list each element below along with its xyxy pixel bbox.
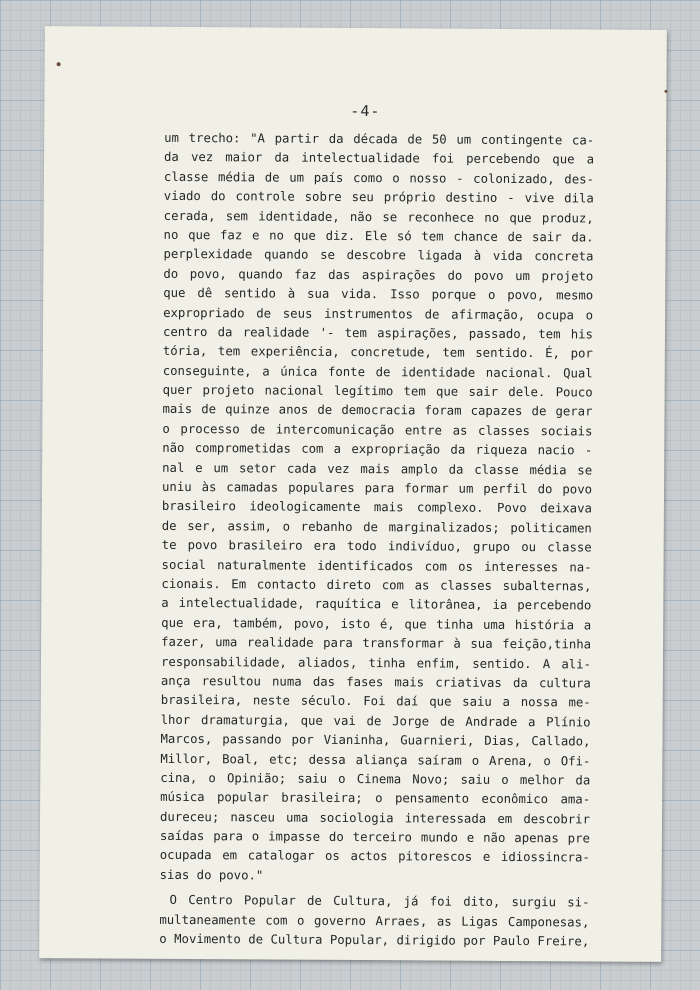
text-line: expropriado de seus instrumentos de afirmação, ocupa o	[163, 305, 594, 322]
text-line: responsabilidade, aliados, tinha enfim, sentido. A ali-	[160, 654, 592, 672]
text-line: o Movimento de Cultura Popular, dirigido por Paulo Freire,	[159, 931, 590, 949]
text-line: sias do povo."	[159, 867, 264, 883]
text-line: Marcos, passando por Vianinha, Guarnieri, Dias, Callado,	[160, 731, 591, 749]
page-number: -4-	[350, 101, 381, 121]
text-line: centro da realidade '- tem aspirações, passado, tem his	[162, 324, 594, 342]
text-line: não comprometidas com a expropriação da riqueza nacio -	[162, 441, 593, 458]
text-line: perplexidade quando se descobre ligada à vida concreta	[163, 247, 594, 264]
ink-spot	[57, 62, 61, 66]
text-line: quer projeto nacional legítimo tem que sair dele. Pouco	[162, 382, 593, 400]
text-line: classe média de um país como o nosso - colonizado, des-	[163, 169, 594, 187]
text-line: no que faz e no que diz. Ele só tem chance de sair da.	[163, 227, 594, 245]
text-line: brasileira, neste século. Foi daí que saiu a nossa me-	[160, 693, 591, 710]
text-line: social naturalmente identificados com os interesses na-	[161, 557, 592, 575]
text-line: cina, o Opinião; saiu o Cinema Novo; saiu o melhor da	[160, 770, 591, 788]
text-line: um trecho: "A partir da década de 50 um contingente ca-	[164, 130, 595, 148]
text-line: dureceu; nasceu uma sociologia interessada em descobrir	[159, 809, 591, 827]
text-line: brasileiro ideologicamente mais complexo. Povo deixava	[161, 499, 592, 516]
text-line: uniu às camadas populares para formar um perfil do povo	[161, 479, 593, 497]
text-line: ocupada em catalogar os actos pitorescos e idiossincra-	[159, 848, 590, 865]
text-line: cerada, sem identidade, não se reconhece no que produz,	[163, 208, 594, 226]
text-line: que dê sentido à sua vida. Isso porque o povo, mesmo	[163, 285, 594, 303]
text-line: lhor dramaturgia, que vai de Jorge de Andrade a Plínio	[160, 712, 591, 730]
text-line: te povo brasileiro era todo indivíduo, grupo ou classe	[161, 538, 592, 555]
text-line: a intelectualidade, raquítica e litorânea, ia percebendo	[161, 596, 592, 613]
text-line: nal e um setor cada vez mais amplo da classe média se	[162, 460, 593, 478]
text-line: Millor, Boal, etc; dessa aliança saíram o Arena, o Ofi-	[160, 751, 591, 768]
text-line: saídas para o impasse do terceiro mundo e não apenas pre	[159, 828, 590, 846]
text-line: música popular brasileira; o pensamento econômico ama-	[160, 790, 591, 807]
text-line: que era, também, povo, isto é, que tinha uma história a	[161, 615, 592, 633]
text-line: tória, tem experiência, concretude, tem sentido. É, por	[162, 344, 593, 361]
text-line: o processo de intercomunicação entre as classes sociais	[162, 421, 593, 439]
text-line: do povo, quando faz das aspirações do povo um projeto	[163, 266, 594, 284]
text-line: cionais. Em contacto direto com as classes subalternas,	[161, 576, 592, 594]
text-line: de ser, assim, o rebanho de marginalizados; politicamen	[161, 518, 592, 536]
text-line: da vez maior da intelectualidade foi percebendo que a	[164, 150, 595, 167]
typewritten-page	[39, 26, 667, 962]
text-line: viado do controle sobre seu próprio destino - vive dila	[163, 189, 594, 206]
ink-spot	[664, 90, 667, 93]
text-line: multaneamente com o governo Arraes, as Ligas Camponesas,	[159, 912, 590, 930]
text-line: fazer, uma realidade para transformar à sua feição,tinha	[161, 634, 592, 652]
text-line: conseguinte, a única fonte de identidade nacional. Qual	[162, 363, 593, 381]
text-line: O Centro Popular de Cultura, já foi dito, surgiu si-	[169, 893, 590, 910]
body-text	[159, 129, 594, 952]
text-line: ança resultou numa das fases mais criativas da cultura	[160, 673, 591, 691]
text-line: mais de quinze anos de democracia foram capazes de gerar	[162, 402, 593, 419]
